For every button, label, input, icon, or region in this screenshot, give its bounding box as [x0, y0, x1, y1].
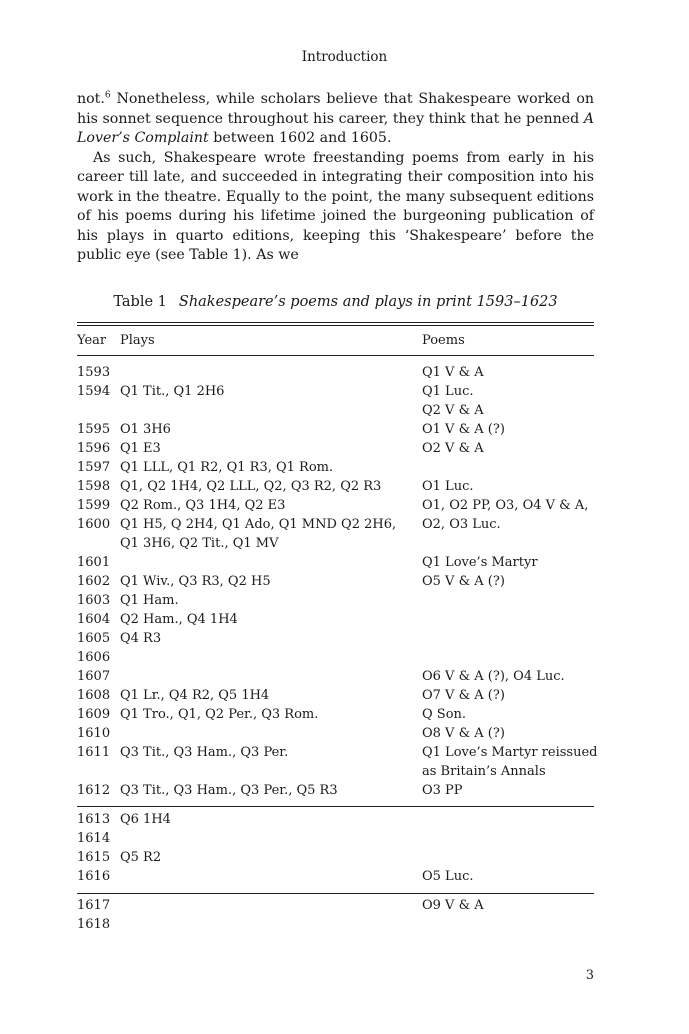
year-cell: 1601 [77, 555, 111, 570]
year-cell: 1617 [77, 898, 111, 913]
footnote-marker: 6 [104, 90, 111, 101]
table-row [77, 867, 594, 886]
plays-cell: Q1 Wiv., Q3 R3, Q2 H5 [120, 574, 271, 589]
poems-cell: Q1 Love’s Martyr reissued [422, 745, 598, 760]
plays-cell: Q1 Tro., Q1, Q2 Per., Q3 Rom. [120, 707, 319, 722]
year-cell: 1599 [77, 498, 111, 513]
year-cell: 1606 [77, 650, 111, 665]
paragraph-lead: not. [77, 91, 105, 107]
table-row [77, 724, 594, 743]
table-number: Table 1 [113, 294, 167, 310]
year-cell: 1596 [77, 441, 111, 456]
year-cell: 1611 [77, 745, 111, 760]
table-row [77, 743, 598, 762]
poems-cell: O1, O2 PP, O3, O4 V & A, [422, 498, 589, 513]
table-caption [77, 294, 594, 310]
poems-cell: Q1 Luc. [422, 384, 474, 399]
table-row [77, 781, 594, 800]
year-cell: 1608 [77, 688, 111, 703]
plays-cell: Q1 H5, Q 2H4, Q1 Ado, Q1 MND Q2 2H6, [120, 517, 397, 532]
table-row [77, 762, 594, 781]
plays-cell: Q4 R3 [120, 631, 162, 646]
year-cell: 1609 [77, 707, 111, 722]
paragraph-text: Nonetheless, while scholars believe that Shakespeare worked on his sonnet sequence throughout his career, they think that he penned [77, 91, 594, 127]
poems-cell: Q1 Love’s Martyr [422, 555, 538, 570]
table-row [77, 401, 594, 420]
poems-cell: O7 V & A (?) [422, 688, 505, 703]
table-row [77, 363, 594, 382]
plays-cell: Q1 Tit., Q1 2H6 [120, 384, 225, 399]
table-row [77, 382, 594, 401]
year-cell: 1616 [77, 869, 111, 884]
poems-cell: as Britain’s Annals [422, 764, 546, 779]
year-cell: 1607 [77, 669, 111, 684]
poems-cell: O5 V & A (?) [422, 574, 505, 589]
poems-cell: Q Son. [422, 707, 467, 722]
plays-cell: Q3 Tit., Q3 Ham., Q3 Per. [120, 745, 289, 760]
table-row [77, 534, 594, 553]
year-cell: 1612 [77, 783, 111, 798]
table-row [77, 915, 594, 934]
plays-cell: Q2 Rom., Q3 1H4, Q2 E3 [120, 498, 286, 513]
running-head: Introduction [301, 49, 388, 65]
table-row [77, 648, 594, 667]
poems-cell: O6 V & A (?), O4 Luc. [422, 669, 565, 684]
year-cell: 1594 [77, 384, 111, 399]
plays-cell: Q1 Ham. [120, 593, 179, 608]
poems-cell: O1 Luc. [422, 479, 474, 494]
table-row [77, 477, 594, 496]
poems-cell: O9 V & A [422, 898, 484, 913]
table-title: Shakespeare’s poems and plays in print 1593–1623 [178, 294, 558, 310]
poems-cell: O5 Luc. [422, 869, 474, 884]
header-rule [77, 355, 594, 356]
year-cell: 1605 [77, 631, 111, 646]
column-header-plays: Plays [120, 333, 155, 348]
plays-cell: Q2 Ham., Q4 1H4 [120, 612, 238, 627]
column-header-poems: Poems [422, 333, 465, 348]
table-row [77, 829, 594, 848]
plays-cell: Q1 E3 [120, 441, 161, 456]
year-cell: 1602 [77, 574, 111, 589]
poems-cell: O8 V & A (?) [422, 726, 505, 741]
plays-cell: Q1 LLL, Q1 R2, Q1 R3, Q1 Rom. [120, 460, 334, 475]
plays-cell: Q6 1H4 [120, 812, 171, 827]
table-top-rule [77, 322, 594, 323]
year-cell: 1613 [77, 812, 111, 827]
poems-cell: O2, O3 Luc. [422, 517, 501, 532]
year-cell: 1610 [77, 726, 111, 741]
table-row [77, 848, 594, 867]
year-cell: 1603 [77, 593, 111, 608]
plays-cell: Q1 3H6, Q2 Tit., Q1 MV [120, 536, 279, 551]
poems-cell: Q1 V & A [422, 365, 484, 380]
year-cell: 1600 [77, 517, 111, 532]
table-row [77, 629, 594, 648]
paragraph-2: As such, Shakespeare wrote freestanding poems from early in his career till late, and succeeded in integrating their composition into his work in the theatre. Equally to the point, the many subsequent editions of his poems during his lifetime joined the burgeoning publication of his plays in quarto editions, keeping this ‘Shakespeare’ before the public eye (see Table 1). As we [77, 149, 594, 263]
table-row [77, 458, 594, 477]
year-cell: 1604 [77, 612, 111, 627]
table-row [77, 553, 594, 572]
table-row [77, 705, 594, 724]
table-row [77, 515, 594, 534]
poems-cell: O3 PP [422, 783, 463, 798]
table-row [77, 610, 594, 629]
paragraph-1 [77, 90, 594, 149]
plays-cell: Q5 R2 [120, 850, 162, 865]
table-row [77, 896, 594, 915]
column-header-year: Year [77, 333, 107, 348]
year-cell: 1593 [77, 365, 111, 380]
table-row [77, 591, 594, 610]
year-cell: 1618 [77, 917, 111, 932]
poems-cell: O1 V & A (?) [422, 422, 505, 437]
work-title: A Lover’s Complaint [77, 110, 594, 146]
year-cell: 1595 [77, 422, 111, 437]
plays-cell: Q1 Lr., Q4 R2, Q5 1H4 [120, 688, 270, 703]
table-row [77, 439, 594, 458]
table-row [77, 420, 594, 439]
section-rule [77, 893, 594, 894]
year-cell: 1597 [77, 460, 111, 475]
body-text [77, 90, 594, 266]
table-row [77, 667, 594, 686]
section-rule [77, 806, 594, 807]
paragraph-text: between 1602 and 1605. [208, 130, 392, 146]
table-top-rule [77, 325, 594, 326]
poems-cell: O2 V & A [422, 441, 484, 456]
page-number: 3 [585, 968, 594, 983]
year-cell: 1614 [77, 831, 111, 846]
year-cell: 1615 [77, 850, 111, 865]
table-row [77, 496, 594, 515]
plays-cell: Q1, Q2 1H4, Q2 LLL, Q2, Q3 R2, Q2 R3 [120, 479, 382, 494]
year-cell: 1598 [77, 479, 111, 494]
table-row [77, 810, 594, 829]
plays-cell: O1 3H6 [120, 422, 171, 437]
table-row [77, 572, 594, 591]
plays-cell: Q3 Tit., Q3 Ham., Q3 Per., Q5 R3 [120, 783, 338, 798]
table-row [77, 686, 594, 705]
poems-cell: Q2 V & A [422, 403, 484, 418]
